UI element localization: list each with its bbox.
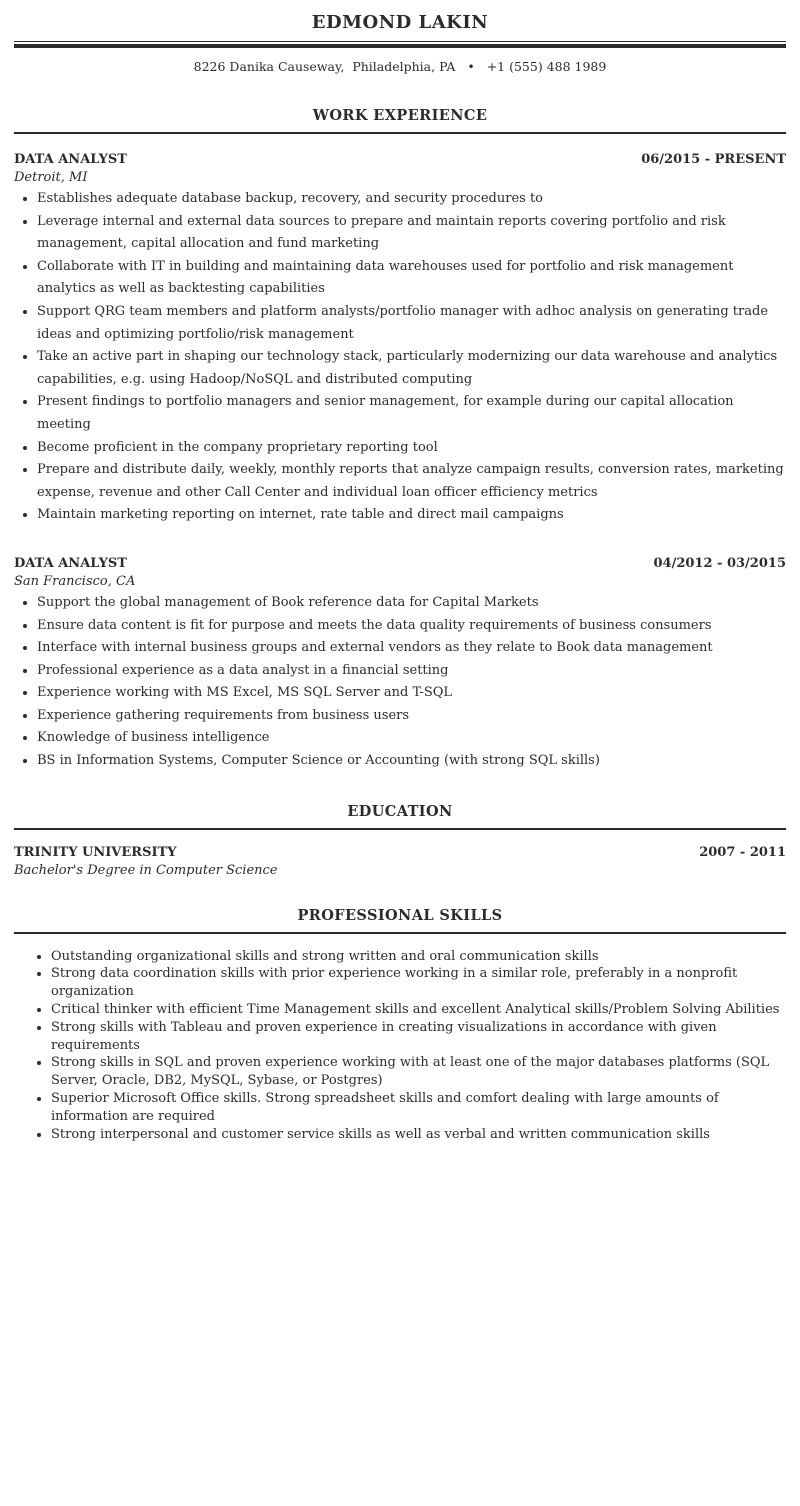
list-item: • Critical thinker with efficient Time Management skills and excellent Analytical skills/Problem Solving Abilities [51,1001,786,1019]
job-role: DATA ANALYST [14,555,127,571]
contact-city: Philadelphia, PA [352,59,456,74]
education-header [14,844,786,861]
education-entry [14,844,786,879]
contact-phone: +1 (555) 488 1989 [486,59,607,74]
list-item: • Strong skills in SQL and proven experience working with at least one of the major databases platforms (SQL Server, Oracle, DB2, MySQL, Sybase, or Postgres) [51,1054,786,1090]
job-role: DATA ANALYST [14,152,127,167]
list-item: • Present findings to portfolio managers and senior management, for example during our capital allocation meeting [37,391,786,436]
list-item: • Maintain marketing reporting on internet, rate table and direct mail campaigns [37,504,786,527]
skills-list [14,948,786,1144]
list-item: • Become proficient in the company proprietary reporting tool [37,437,786,460]
list-item: • Establishes adequate database backup, recovery, and security procedures to [37,188,786,211]
education-dates: 2007 - 2011 [699,844,786,860]
contact-address: 8226 Danika Causeway, [193,59,345,74]
list-item: • Knowledge of business intelligence [37,727,786,750]
education-heading: EDUCATION [14,803,786,830]
school-name: TRINITY UNIVERSITY [14,844,177,860]
list-item: • Strong interpersonal and customer service skills as well as verbal and written communication skills [51,1126,786,1144]
list-item: • Support QRG team members and platform analysts/portfolio manager with adhoc analysis on generating trade ideas and optimizing portfolio/risk management [37,301,786,346]
list-item: • Strong data coordination skills with prior experience working in a similar role, preferably in a nonprofit organization [51,965,786,1001]
list-item: • Interface with internal business groups and external vendors as they relate to Book data management [37,637,786,660]
header-divider-thick [14,44,786,48]
job-dates: 04/2012 - 03/2015 [653,555,786,571]
list-item: • Experience gathering requirements from business users [37,705,786,728]
list-item: • Ensure data content is fit for purpose and meets the data quality requirements of business consumers [37,615,786,638]
header-divider-thin [14,41,786,42]
contact-line [14,59,786,75]
job-dates: 06/2015 - PRESENT [641,152,786,167]
list-item: • Outstanding organizational skills and strong written and oral communication skills [51,948,786,966]
job-location: Detroit, MI [14,170,88,185]
job-location: San Francisco, CA [14,573,136,589]
list-item: • Experience working with MS Excel, MS SQL Server and T-SQL [37,682,786,705]
job-header [14,151,786,168]
list-item: • Take an active part in shaping our technology stack, particularly modernizing our data warehouse and analytics capabilities, e.g. using Hadoop/NoSQL and distributed computing [37,346,786,391]
contact-separator: • [467,59,475,74]
job-duties-list [14,188,786,527]
candidate-name: EDMOND LAKIN [311,12,489,33]
skills-heading: PROFESSIONAL SKILLS [14,907,786,934]
job-entry-1 [14,151,786,527]
job-duties-list [14,592,786,773]
list-item: • Collaborate with IT in building and maintaining data warehouses used for portfolio and risk management analytics as well as backtesting capabilities [37,256,786,301]
job-header [14,555,786,572]
work-experience-heading: WORK EXPERIENCE [14,107,786,134]
list-item: • Superior Microsoft Office skills. Strong spreadsheet skills and comfort dealing with large amounts of information are required [51,1090,786,1126]
list-item: • Support the global management of Book reference data for Capital Markets [37,592,786,615]
list-item: • Professional experience as a data analyst in a financial setting [37,660,786,683]
header-divider [14,41,786,48]
list-item: • Leverage internal and external data sources to prepare and maintain reports covering portfolio and risk management, capital allocation and fund marketing [37,211,786,256]
list-item: • Strong skills with Tableau and proven experience in creating visualizations in accordance with given requirements [51,1019,786,1055]
list-item: • Prepare and distribute daily, weekly, monthly reports that analyze campaign results, conversion rates, marketing expense, revenue and other Call Center and individual loan officer efficiency metrics [37,459,786,504]
job-entry-2 [14,555,786,773]
degree: Bachelor's Degree in Computer Science [14,862,278,878]
list-item: • BS in Information Systems, Computer Science or Accounting (with strong SQL skills) [37,750,786,773]
